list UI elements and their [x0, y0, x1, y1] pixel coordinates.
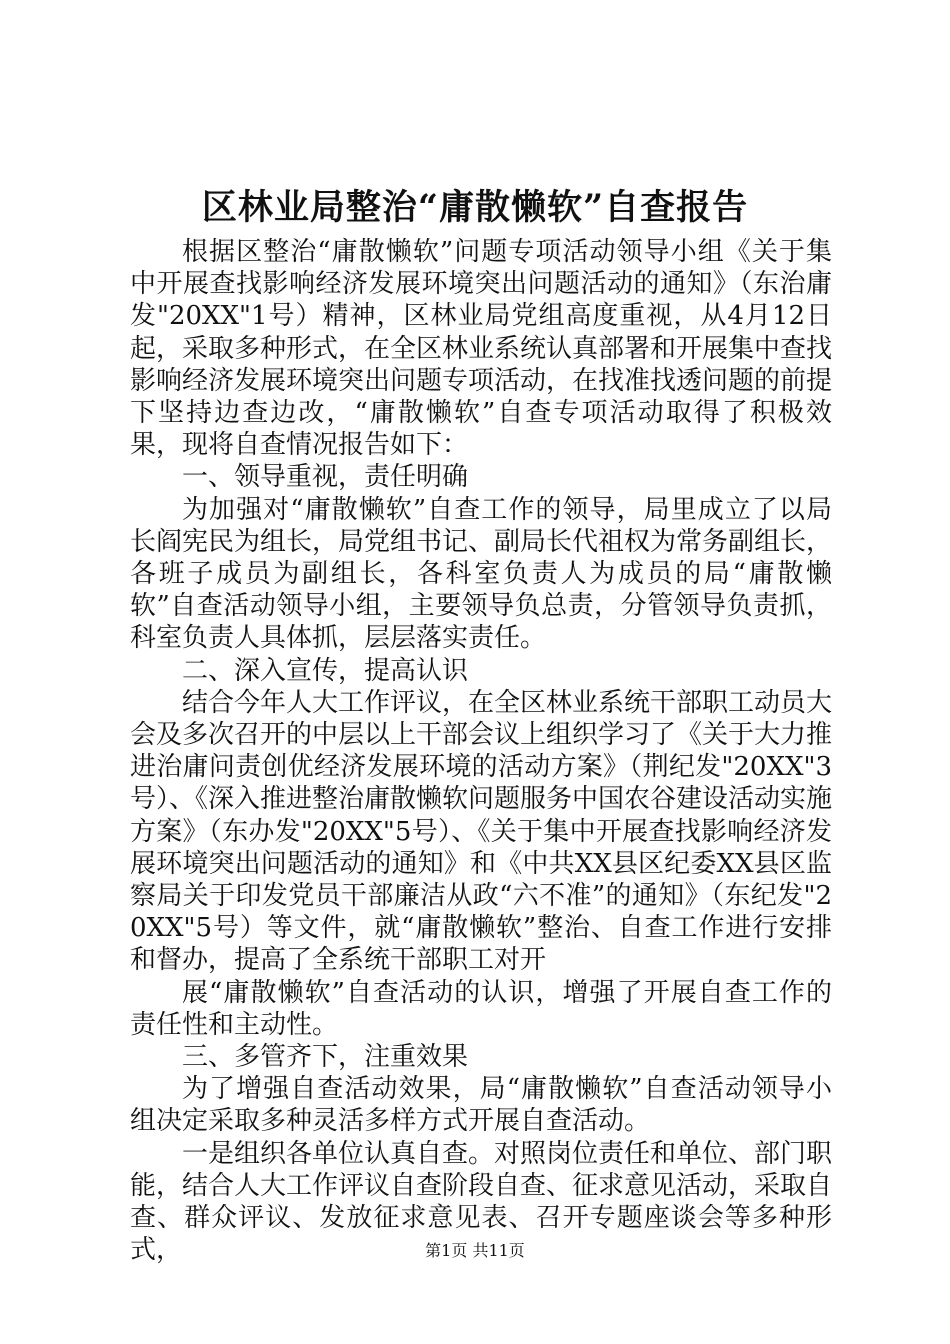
section-heading-1: 一、领导重视，责任明确: [182, 462, 469, 493]
section-heading-2: 二、深入宣传，提高认识: [182, 655, 469, 686]
page-number-footer: 第1页 共11页: [425, 1241, 525, 1260]
body-paragraph: 一是组织各单位认真自查。对照岗位责任和单位、部门职能，结合人大工作评议自查阶段自查、征求意见活动，采取自查、群众评议、发放征求意见表、召开专题座谈会等多种形式，: [130, 1138, 833, 1266]
body-paragraph: 结合今年人大工作评议，在全区林业系统干部职工动员大会及多次召开的中层以上干部会议上组织学习了《关于大力推进治庸问责创优经济发展环境的活动方案》（荆纪发"20XX"3号）、《深入推进整治庸散懒软问题服务中国农谷建设活动实施方案》（东办发"20XX"5号）、《关于集中开展查找影响经济发展环境突出问题活动的通知》和《中共XX县区纪委XX县区监察局关于印发党员干部廉洁从政“六不准”的通知》（东纪发"20XX"5号）等文件，就“庸散懒软”整治、自查工作进行安排和督办，提高了全系统干部职工对开: [130, 687, 833, 976]
body-paragraph: 展“庸散懒软”自查活动的认识，增强了开展自查工作的责任性和主动性。: [130, 977, 832, 1040]
document-body: [130, 236, 832, 1267]
body-paragraph: 为加强对“庸散懒软”自查工作的领导，局里成立了以局长阎宪民为组长，局党组书记、副局长代祖权为常务副组长，各班子成员为副组长，各科室负责人为成员的局“庸散懒软”自查活动领导小组，主要领导负总责，分管领导负责抓，科室负责人具体抓，层层落实责任。: [130, 494, 833, 654]
body-paragraph: 为了增强自查活动效果，局“庸散懒软”自查活动领导小组决定采取多种灵活多样方式开展自查活动。: [130, 1074, 832, 1137]
section-heading-3: 三、多管齐下，注重效果: [182, 1042, 469, 1073]
document-title: 区林业局整治“庸散懒软”自查报告: [201, 187, 749, 228]
intro-paragraph: 根据区整治“庸散懒软”问题专项活动领导小组《关于集中开展查找影响经济发展环境突出问题活动的通知》（东治庸发"20XX"1号）精神，区林业局党组高度重视，从4月12日起，采取多种形式，在全区林业系统认真部署和开展集中查找影响经济发展环境突出问题专项活动，在找准找透问题的前提下坚持边查边改，“庸散懒软”自查专项活动取得了积极效果，现将自查情况报告如下：: [130, 237, 833, 461]
